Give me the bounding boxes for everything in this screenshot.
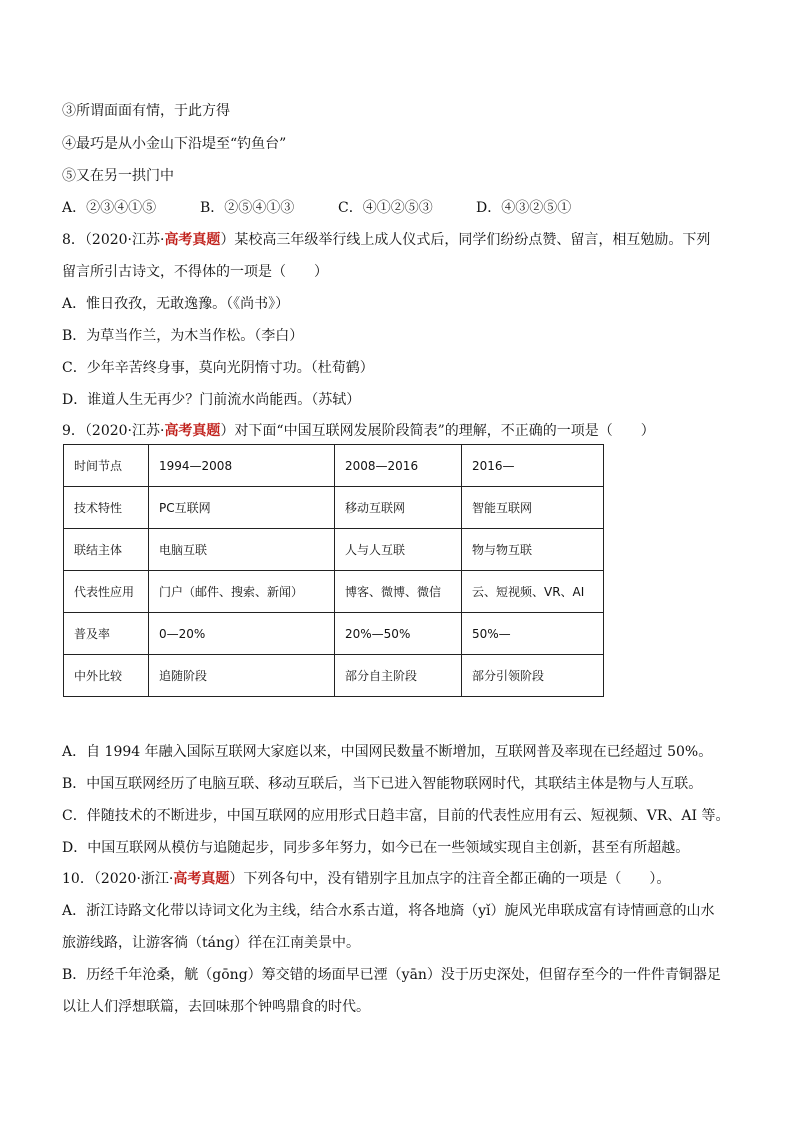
table-cell: 普及率 (64, 613, 149, 655)
table-row (64, 487, 604, 529)
table-cell: 技术特性 (64, 487, 149, 529)
table-cell: 20%—50% (335, 613, 462, 655)
q10-option-b-line1: B．历经千年沧桑，觥（gōng）筹交错的场面早已湮（yān）没于历史深处，但留存至今的一件件青铜器足 (62, 967, 721, 983)
table-cell: 追随阶段 (149, 655, 335, 697)
q9-question-text: ）对下面“中国互联网发展阶段简表”的理解，不正确的一项是（ ） (220, 423, 655, 439)
q9-option-a: A．自 1994 年融入国际互联网大家庭以来，中国网民数量不断增加，互联网普及率现在已经超过 50%。 (62, 744, 713, 760)
q7-option-b: B．②⑤④①③ (200, 200, 295, 216)
table-cell: 智能互联网 (462, 487, 604, 529)
table-cell: 50%— (462, 613, 604, 655)
reading-line-3: ③所谓面面有情，于此方得 (62, 103, 230, 119)
table-row (64, 529, 604, 571)
q9-number: 9．（2020·江苏· (62, 423, 165, 439)
table-cell: 1994—2008 (149, 445, 335, 487)
q9-stem (62, 421, 655, 441)
q8-stem-line2: 留言所引古诗文，不得体的一项是（ ） (62, 264, 328, 280)
table-row (64, 445, 604, 487)
q10-number: 10．（2020·浙江· (62, 871, 174, 887)
table-cell: 移动互联网 (335, 487, 462, 529)
q8-option-a: A．惟日孜孜，无敢逸豫。（《尚书》） (62, 296, 290, 312)
table-cell: 2008—2016 (335, 445, 462, 487)
table-cell: 2016— (462, 445, 604, 487)
table-cell: PC互联网 (149, 487, 335, 529)
table-cell: 门户（邮件、搜索、新闻） (149, 571, 335, 613)
table-cell: 代表性应用 (64, 571, 149, 613)
q10-option-a-line1: A．浙江诗路文化带以诗词文化为主线，结合水系古道，将各地旖（yǐ）旎风光串联成富有诗情画意的山水 (62, 903, 715, 919)
q8-source-tag: 高考真题 (164, 232, 221, 248)
q8-number: 8．（2020·江苏· (62, 232, 165, 248)
table-row (64, 655, 604, 697)
internet-stages-table (63, 444, 604, 697)
table-cell: 中外比较 (64, 655, 149, 697)
table-row (64, 571, 604, 613)
q10-source-tag: 高考真题 (173, 871, 230, 887)
q9-option-d: D．中国互联网从模仿与追随起步，同步多年努力，如今已在一些领域实现自主创新，甚至有所超越。 (62, 840, 690, 856)
q9-source-tag: 高考真题 (164, 423, 221, 439)
q10-stem (62, 869, 670, 889)
q9-option-b: B．中国互联网经历了电脑互联、移动互联后，当下已进入智能物联网时代，其联结主体是物与人互联。 (62, 776, 703, 792)
reading-line-4: ④最巧是从小金山下沿堤至“钓鱼台” (62, 136, 287, 152)
q10-question-text: ）下列各句中，没有错别字且加点字的注音全都正确的一项是（ ）。 (229, 871, 671, 887)
table-cell: 联结主体 (64, 529, 149, 571)
q7-options (62, 198, 571, 218)
q8-option-c: C．少年辛苦终身事，莫向光阴惰寸功。（杜荀鹤） (62, 360, 374, 376)
q10-option-b-line2: 以让人们浮想联篇，去回味那个钟鸣鼎食的时代。 (62, 999, 370, 1015)
table-cell: 博客、微博、微信 (335, 571, 462, 613)
q8-option-b: B．为草当作兰，为木当作松。（李白） (62, 328, 304, 344)
q7-option-d: D．④③②⑤① (476, 200, 572, 216)
q8-option-d: D．谁道人生无再少？门前流水尚能西。（苏轼） (62, 392, 361, 408)
table-cell: 物与物互联 (462, 529, 604, 571)
q8-stem (62, 230, 710, 250)
table-cell: 0—20% (149, 613, 335, 655)
table-cell: 云、短视频、VR、AI (462, 571, 604, 613)
table-cell: 部分自主阶段 (335, 655, 462, 697)
q10-option-a-line2: 旅游线路，让游客徜（táng）徉在江南美景中。 (62, 935, 360, 951)
table-cell: 电脑互联 (149, 529, 335, 571)
table-cell: 人与人互联 (335, 529, 462, 571)
q8-question-text: ）某校高三年级举行线上成人仪式后，同学们纷纷点赞、留言，相互勉励。下列 (220, 232, 711, 248)
table-cell: 时间节点 (64, 445, 149, 487)
q9-option-c: C．伴随技术的不断进步，中国互联网的应用形式日趋丰富，目前的代表性应用有云、短视频、VR、AI 等。 (62, 808, 730, 824)
table-row (64, 613, 604, 655)
reading-line-5: ⑤又在另一拱门中 (62, 168, 174, 184)
q7-option-c: C．④①②⑤③ (338, 200, 433, 216)
table-cell: 部分引领阶段 (462, 655, 604, 697)
q7-option-a: A．②③④①⑤ (62, 200, 157, 216)
